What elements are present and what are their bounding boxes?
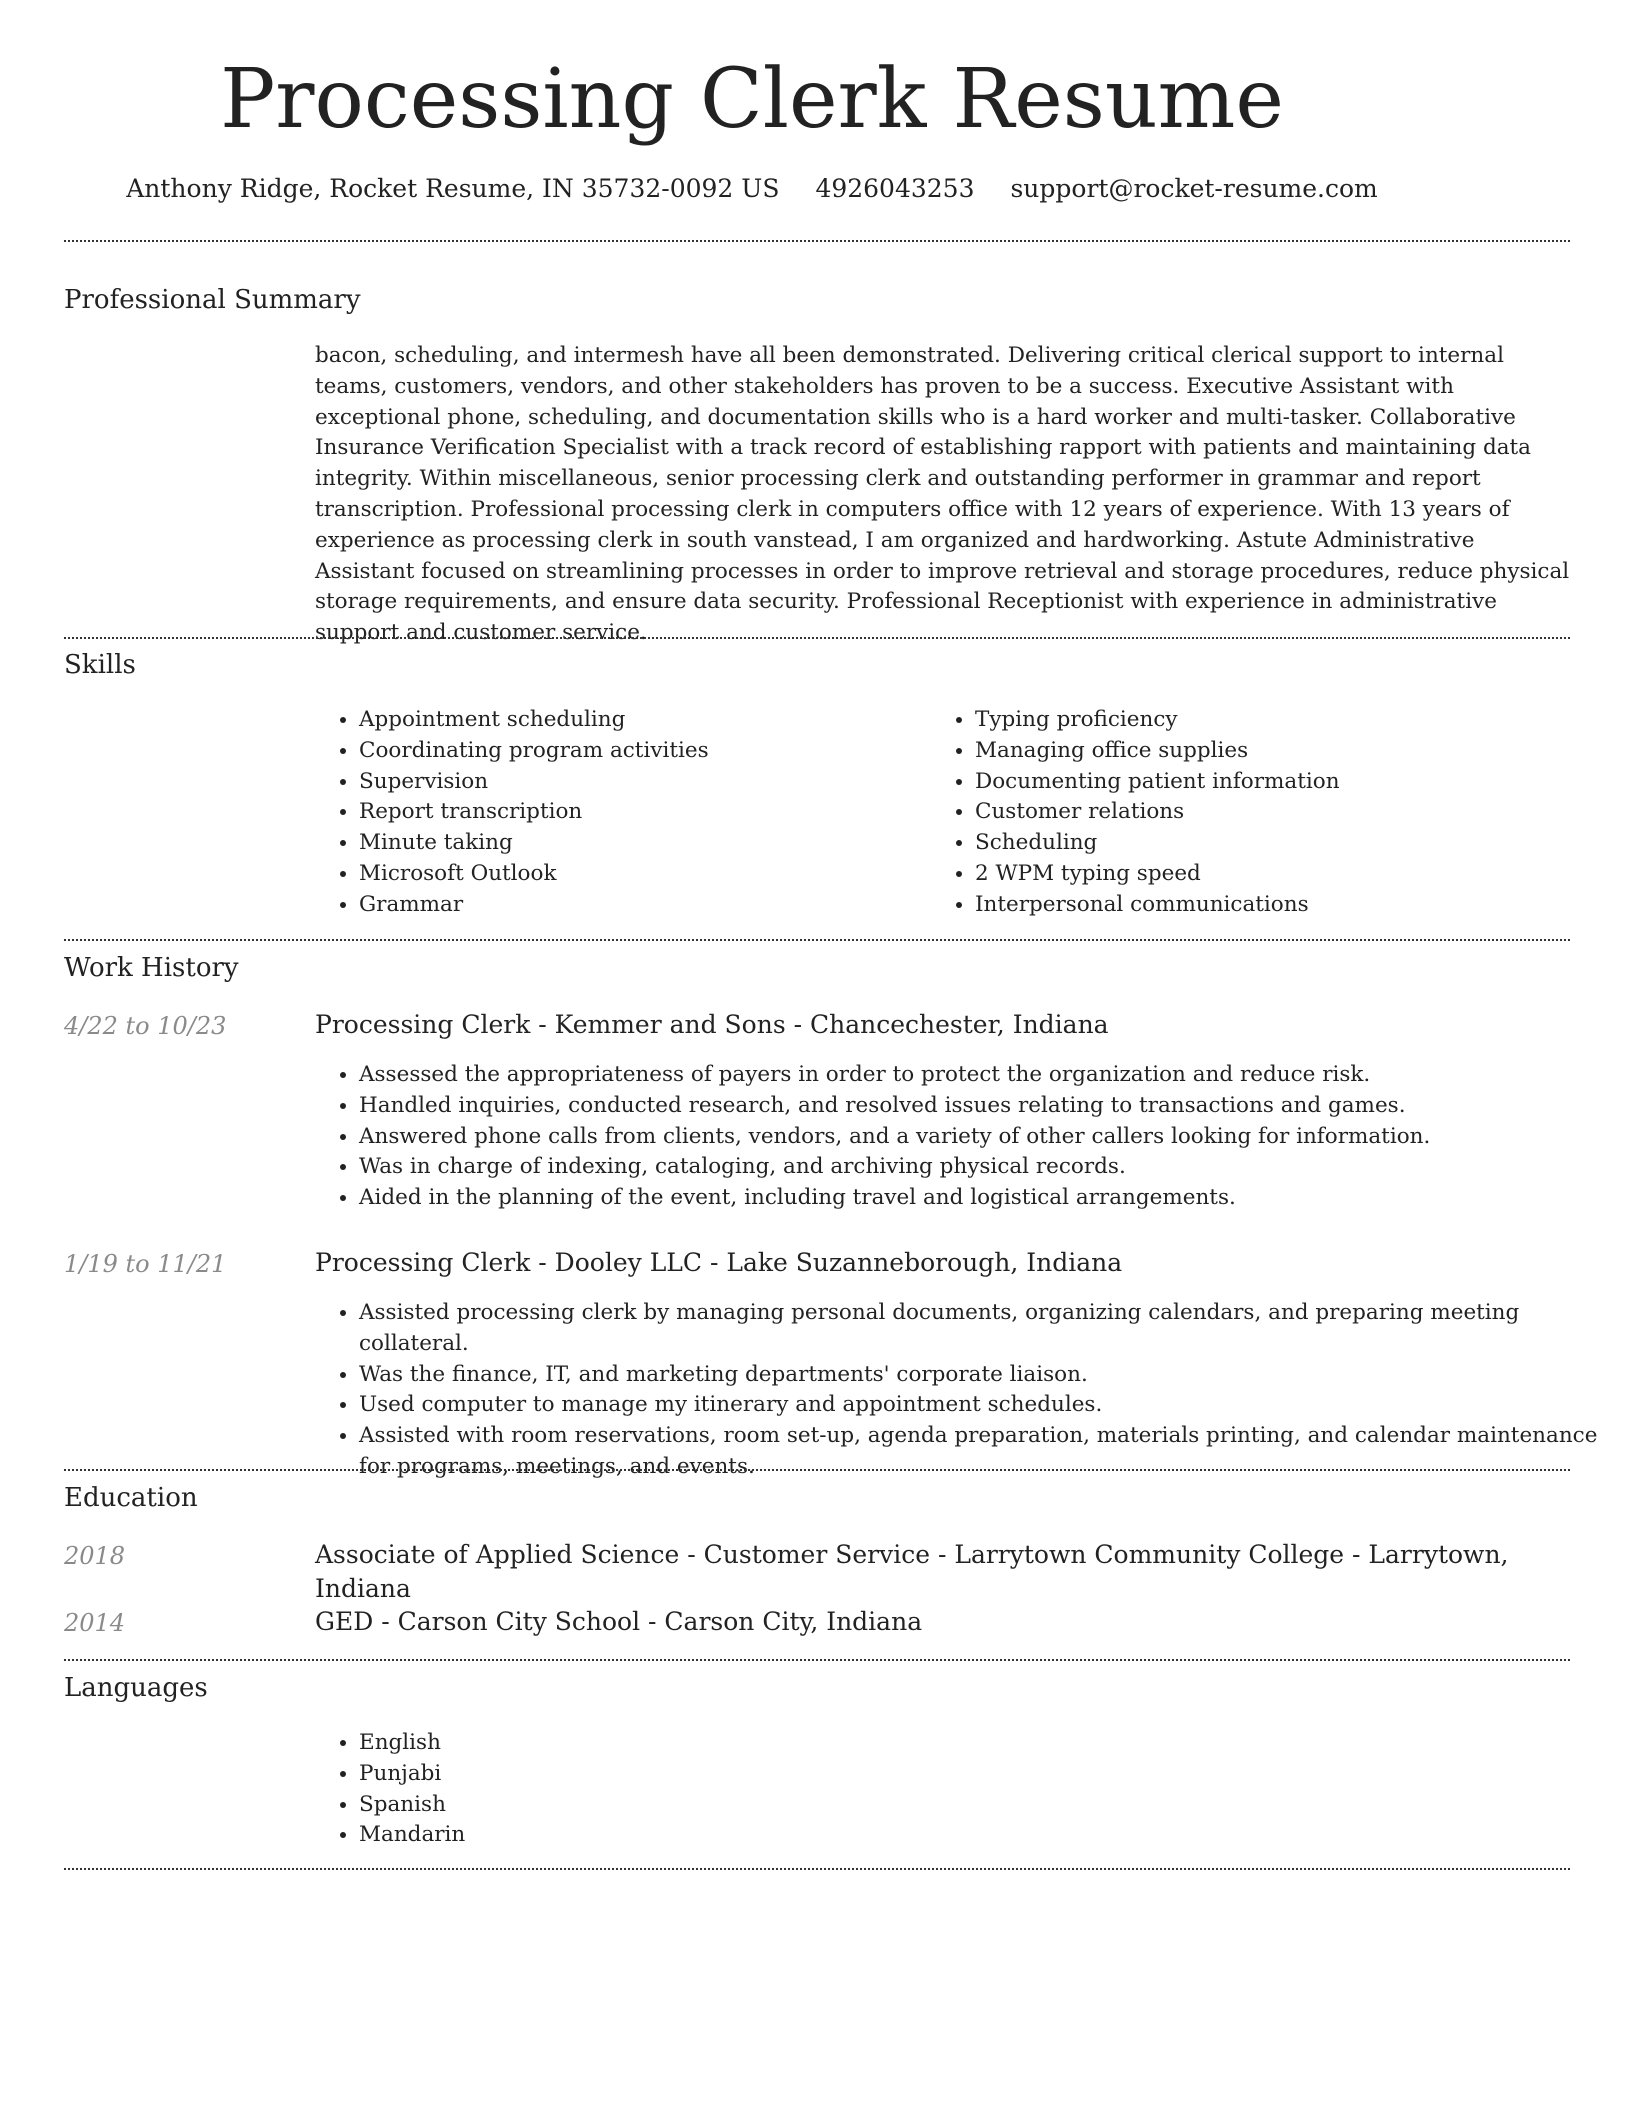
divider: [64, 939, 1570, 941]
list-item: • Microsoft Outlook: [359, 859, 929, 890]
job-title: Processing Clerk - Dooley LLC - Lake Suzanneborough, Indiana: [315, 1248, 1123, 1277]
education-year: 2014: [64, 1609, 126, 1637]
contact-phone: 4926043253: [815, 174, 975, 203]
education-year: 2018: [64, 1542, 126, 1570]
job-bullets: [315, 1298, 1614, 1483]
list-item: • Assisted processing clerk by managing personal documents, organizing calendars, and preparing meeting collateral.: [359, 1298, 1614, 1360]
divider: [64, 637, 1570, 639]
contact-address: Anthony Ridge, Rocket Resume, IN 35732-0092 US: [126, 174, 780, 203]
contact-line: [0, 172, 1568, 206]
job-dates: 1/19 to 11/21: [64, 1250, 227, 1278]
list-item: • Handled inquiries, conducted research, and resolved issues relating to transactions and games.: [359, 1091, 1614, 1122]
divider: [64, 1469, 1570, 1471]
list-item: • Customer relations: [975, 797, 1575, 828]
list-item: • Assisted with room reservations, room set-up, agenda preparation, materials printing, and calendar maintenance for programs, meetings, and events.: [359, 1421, 1614, 1483]
list-item: • Typing proficiency: [975, 705, 1575, 736]
list-item: • Report transcription: [359, 797, 929, 828]
list-item: • Used computer to manage my itinerary and appointment schedules.: [359, 1390, 1614, 1421]
summary-text: bacon, scheduling, and intermesh have all been demonstrated. Delivering critical clerical support to internal teams, customers, vendors, and other stakeholders has proven to be a success. Executive Assistant with exceptional phone, scheduling, and documentation skills who is a hard worker and multi-tasker. Collaborative Insurance Verification Specialist with a track record of establishing rapport with patients and maintaining data integrity. Within miscellaneous, senior processing clerk and outstanding performer in grammar and report transcription. Professional processing clerk in computers office with 12 years of experience. With 13 years of experience as processing clerk in south vanstead, I am organized and hardworking. Astute Administrative Assistant focused on streamlining processes in order to improve retrieval and storage procedures, reduce physical storage requirements, and ensure data security. Professional Receptionist with experience in administrative support and customer service.: [315, 343, 1570, 646]
list-item: • Minute taking: [359, 828, 929, 859]
list-item: • Appointment scheduling: [359, 705, 929, 736]
list-item: • Managing office supplies: [975, 736, 1575, 767]
education-title: Associate of Applied Science - Customer Service - Larrytown Community College - Larrytown, Indiana: [315, 1540, 1509, 1603]
list-item: • Spanish: [359, 1790, 959, 1821]
list-item: • Coordinating program activities: [359, 736, 929, 767]
list-item: • Punjabi: [359, 1759, 959, 1790]
education-title: GED - Carson City School - Carson City, Indiana: [315, 1607, 923, 1636]
skills-list-right: [931, 705, 1575, 921]
divider: [64, 1659, 1570, 1661]
list-item: • Assessed the appropriateness of payers in order to protect the organization and reduce risk.: [359, 1060, 1614, 1091]
list-item: • Scheduling: [975, 828, 1575, 859]
languages-heading: Languages: [64, 1673, 208, 1703]
languages-list: [315, 1728, 959, 1851]
list-item: • Was in charge of indexing, cataloging, and archiving physical records.: [359, 1152, 1614, 1183]
job-title: Processing Clerk - Kemmer and Sons - Chancechester, Indiana: [315, 1010, 1109, 1039]
job-bullets: [315, 1060, 1614, 1214]
list-item: • Aided in the planning of the event, including travel and logistical arrangements.: [359, 1183, 1614, 1214]
list-item: • Supervision: [359, 767, 929, 798]
job-dates: 4/22 to 10/23: [64, 1012, 227, 1040]
list-item: • Interpersonal communications: [975, 890, 1575, 921]
skills-heading: Skills: [64, 650, 136, 680]
list-item: • English: [359, 1728, 959, 1759]
list-item: • 2 WPM typing speed: [975, 859, 1575, 890]
list-item: • Documenting patient information: [975, 767, 1575, 798]
contact-email: support@rocket-resume.com: [1010, 174, 1378, 203]
work-heading: Work History: [64, 953, 239, 983]
list-item: • Grammar: [359, 890, 929, 921]
skills-list-left: [315, 705, 929, 921]
divider: [64, 240, 1570, 242]
summary-heading: Professional Summary: [64, 285, 361, 315]
list-item: • Mandarin: [359, 1820, 959, 1851]
education-heading: Education: [64, 1483, 198, 1513]
resume-title: Processing Clerk Resume: [220, 52, 1284, 147]
list-item: • Answered phone calls from clients, vendors, and a variety of other callers looking for information.: [359, 1122, 1614, 1153]
list-item: • Was the finance, IT, and marketing departments' corporate liaison.: [359, 1360, 1614, 1391]
divider: [64, 1868, 1570, 1870]
